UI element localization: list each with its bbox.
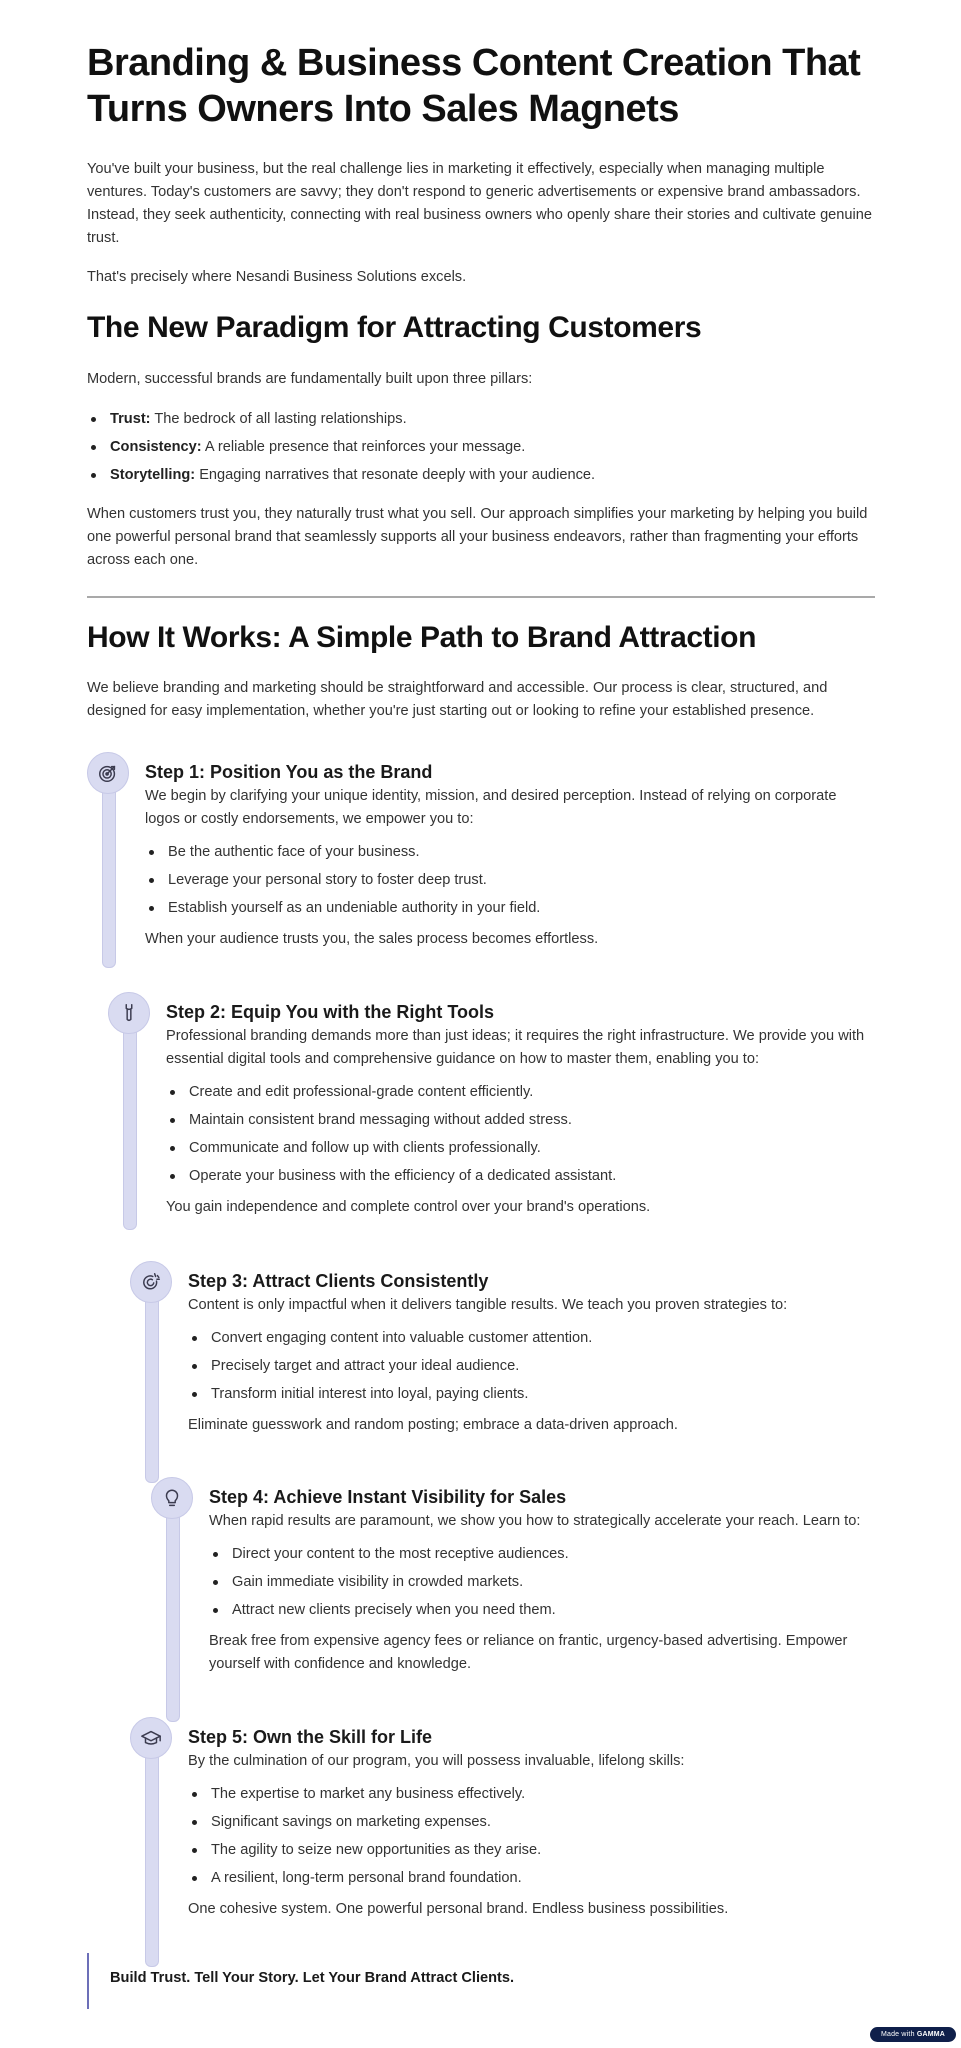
step-outro: Eliminate guesswork and random posting; embrace a data-driven approach. [188, 1417, 678, 1433]
list-item: Create and edit professional-grade content efficiently. [189, 1078, 954, 1106]
step-outro: You gain independence and complete control over your brand's operations. [166, 1199, 651, 1215]
paradigm-lead: Modern, successful brands are fundamentally built upon three pillars: [87, 371, 533, 387]
timeline-bar [145, 1747, 159, 1967]
list-item: Trust: The bedrock of all lasting relationships. [110, 405, 875, 433]
list-item: Maintain consistent brand messaging without added stress. [189, 1106, 954, 1134]
list-item: Establish yourself as an undeniable authority in your field. [168, 894, 933, 922]
step-outro: One cohesive system. One powerful personal brand. Endless business possibilities. [188, 1901, 729, 1917]
step-intro: Professional branding demands more than just ideas; it requires the right infrastructure. We provide you with essential digital tools and comprehensive guidance on how to master them, enabling you to: [166, 1028, 865, 1067]
list-item: Convert engaging content into valuable customer attention. [211, 1324, 961, 1352]
section-divider [87, 596, 875, 598]
step-bullets [145, 838, 933, 922]
step-bullets [209, 1540, 961, 1624]
list-item: Gain immediate visibility in crowded markets. [232, 1568, 961, 1596]
list-item: Be the authentic face of your business. [168, 838, 933, 866]
list-item: The expertise to market any business effectively. [211, 1780, 961, 1808]
step-title: Step 1: Position You as the Brand [145, 762, 433, 782]
how-it-works-heading: How It Works: A Simple Path to Brand Attraction [87, 621, 757, 654]
page-title: Branding & Business Content Creation That Turns Owners Into Sales Magnets [87, 42, 861, 130]
paradigm-closing: When customers trust you, they naturally trust what you sell. Our approach simplifies your marketing by helping you build one powerful personal brand that seamlessly supports all your business endeavors, rather than fragmenting your efforts across each one. [87, 506, 868, 568]
made-with-gamma-badge[interactable]: Made with GAMMA [870, 2027, 956, 2042]
step-title: Step 2: Equip You with the Right Tools [166, 1002, 494, 1022]
magnet-icon [130, 1261, 172, 1303]
timeline-bar [145, 1291, 159, 1483]
list-item: Transform initial interest into loyal, paying clients. [211, 1380, 961, 1408]
how-it-works-lead: We believe branding and marketing should be straightforward and accessible. Our process is clear, structured, and designed for easy implementation, whether you're just starting out or looking to refine your established presence. [87, 680, 828, 719]
callout-text: Build Trust. Tell Your Story. Let Your Brand Attract Clients. [110, 1970, 515, 1986]
lightbulb-icon [151, 1477, 193, 1519]
timeline-bar [166, 1507, 180, 1722]
list-item: A resilient, long-term personal brand foundation. [211, 1864, 961, 1892]
step-title: Step 5: Own the Skill for Life [188, 1727, 433, 1747]
timeline-bar [102, 782, 116, 968]
step-title: Step 3: Attract Clients Consistently [188, 1271, 489, 1291]
list-item: Direct your content to the most receptive audiences. [232, 1540, 961, 1568]
graduation-cap-icon [130, 1717, 172, 1759]
step-outro: Break free from expensive agency fees or reliance on frantic, urgency-based advertising. Empower yourself with confidence and knowledge. [209, 1633, 848, 1672]
callout-quote [87, 1953, 689, 2009]
step-bullets [188, 1780, 961, 1892]
list-item: Communicate and follow up with clients professionally. [189, 1134, 954, 1162]
step-outro: When your audience trusts you, the sales process becomes effortless. [145, 931, 599, 947]
target-icon [87, 752, 129, 794]
list-item: Operate your business with the efficiency of a dedicated assistant. [189, 1162, 954, 1190]
step-intro: We begin by clarifying your unique identity, mission, and desired perception. Instead of relying on corporate logos or costly endorsements, we empower you to: [145, 788, 837, 827]
step-bullets [166, 1078, 954, 1190]
list-item: Consistency: A reliable presence that reinforces your message. [110, 433, 875, 461]
step-title: Step 4: Achieve Instant Visibility for Sales [209, 1487, 567, 1507]
wrench-icon [108, 992, 150, 1034]
pillars-list [87, 405, 875, 489]
list-item: The agility to seize new opportunities as they arise. [211, 1836, 961, 1864]
intro-paragraph: You've built your business, but the real challenge lies in marketing it effectively, especially when managing multiple ventures. Today's customers are savvy; they don't respond to generic advertisements or expensive brand ambassadors. Instead, they seek authenticity, connecting with real business owners who openly share their stories and cultivate genuine trust. [87, 161, 873, 246]
list-item: Storytelling: Engaging narratives that resonate deeply with your audience. [110, 461, 875, 489]
step-bullets [188, 1324, 961, 1408]
step-intro: By the culmination of our program, you will possess invaluable, lifelong skills: [188, 1753, 685, 1769]
list-item: Attract new clients precisely when you need them. [232, 1596, 961, 1624]
step-intro: When rapid results are paramount, we show you how to strategically accelerate your reach. Learn to: [209, 1513, 861, 1529]
list-item: Precisely target and attract your ideal audience. [211, 1352, 961, 1380]
list-item: Significant savings on marketing expenses. [211, 1808, 961, 1836]
timeline-bar [123, 1022, 137, 1230]
intro-tagline: That's precisely where Nesandi Business Solutions excels. [87, 269, 467, 285]
paradigm-heading: The New Paradigm for Attracting Customers [87, 311, 702, 344]
step-intro: Content is only impactful when it delivers tangible results. We teach you proven strategies to: [188, 1297, 788, 1313]
list-item: Leverage your personal story to foster deep trust. [168, 866, 933, 894]
